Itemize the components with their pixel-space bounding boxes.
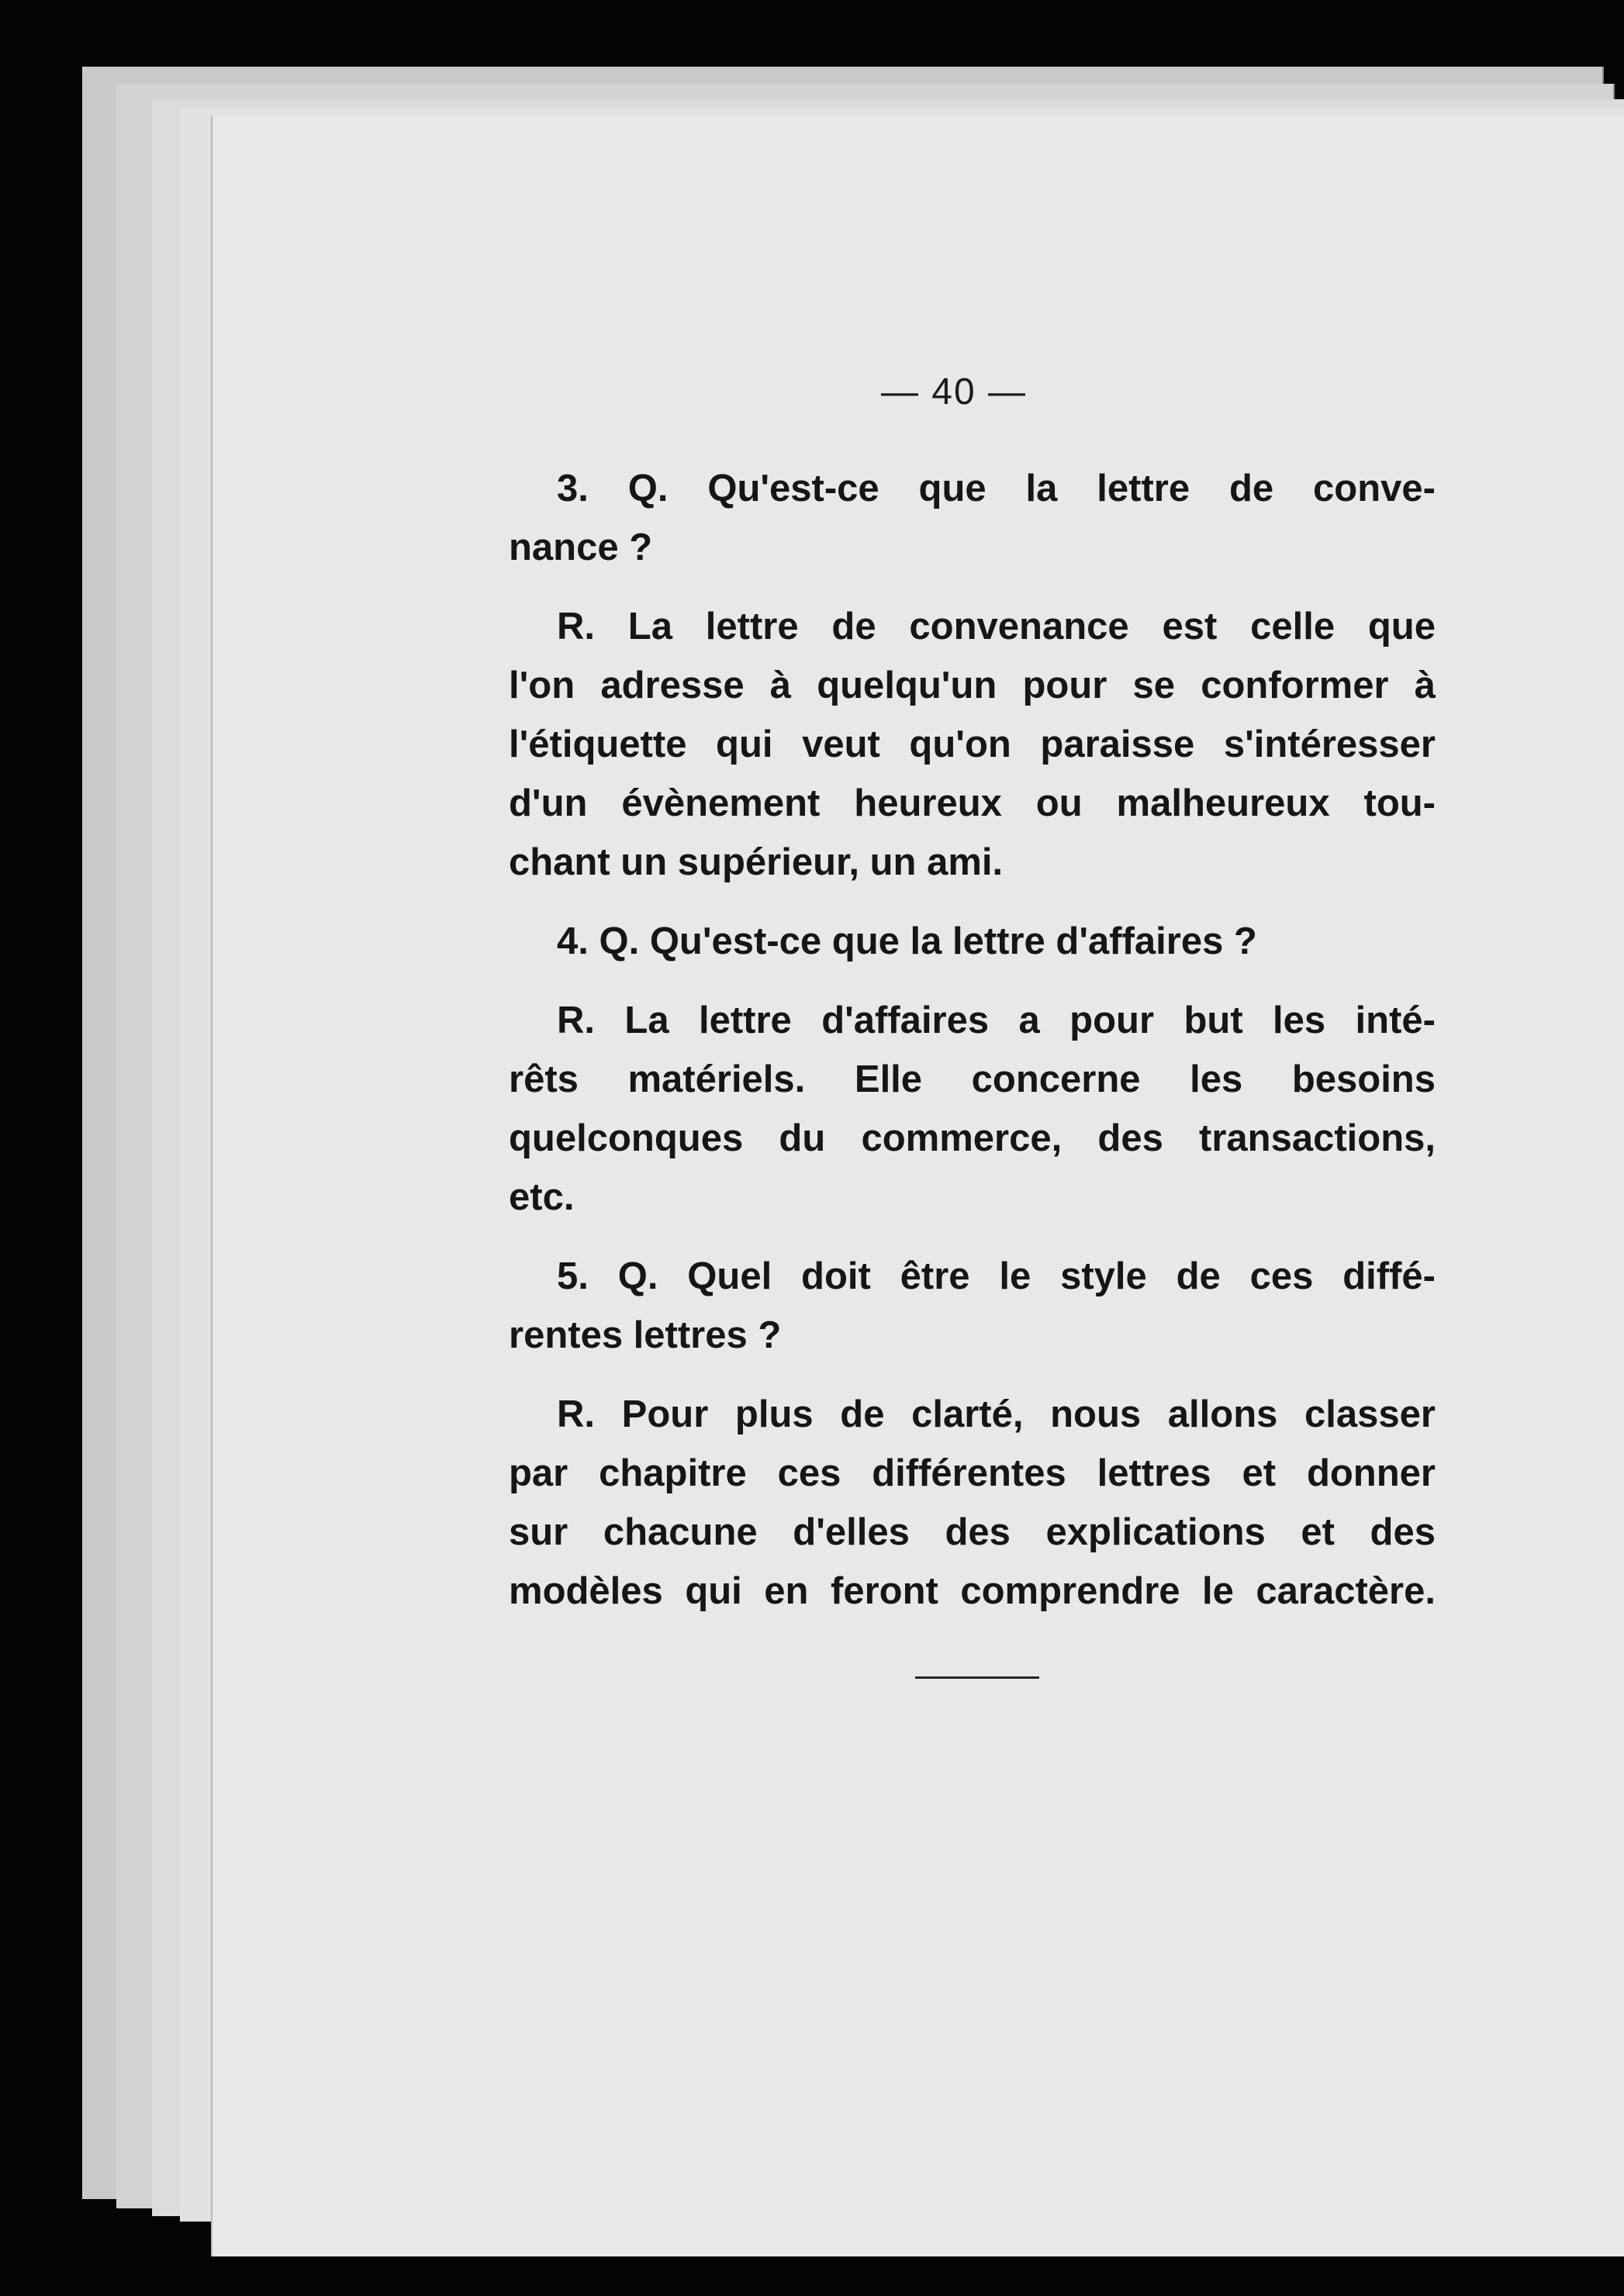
- paragraph-r3: [509, 597, 1436, 892]
- text-line: quelconques du commerce, des transactions,: [509, 1117, 1436, 1159]
- page-number: — 40 —: [880, 371, 1028, 413]
- text-line: etc.: [509, 1176, 575, 1218]
- text-line: nance ?: [509, 527, 653, 568]
- text-line: 4. Q. Qu'est-ce que la lettre d'affaires ?: [557, 920, 1257, 962]
- end-rule-divider: [915, 1676, 1039, 1679]
- text-line: rentes lettres ?: [509, 1314, 782, 1356]
- text-line: R. Pour plus de clarté, nous allons classer: [557, 1393, 1436, 1435]
- text-line: sur chacune d'elles des explications et des: [509, 1511, 1436, 1553]
- page-body: [509, 459, 1436, 1641]
- text-line: 3. Q. Qu'est-ce que la lettre de conve-: [557, 468, 1436, 509]
- text-line: d'un évènement heureux ou malheureux tou-: [509, 782, 1436, 824]
- text-line: modèles qui en feront comprendre le caractère.: [509, 1570, 1436, 1612]
- text-line: chant un supérieur, un ami.: [509, 841, 1004, 883]
- paragraph-r5: [509, 1385, 1436, 1621]
- text-line: R. La lettre de convenance est celle que: [557, 606, 1436, 647]
- text-line: R. La lettre d'affaires a pour but les inté-: [557, 1000, 1436, 1041]
- text-line: rêts matériels. Elle concerne les besoins: [509, 1058, 1436, 1100]
- text-line: par chapitre ces différentes lettres et donner: [509, 1452, 1436, 1494]
- paragraph-r4: [509, 991, 1436, 1227]
- paragraph-q5: [509, 1247, 1436, 1365]
- paragraph-q4: [509, 912, 1436, 971]
- paragraph-q3: [509, 459, 1436, 577]
- text-line: 5. Q. Quel doit être le style de ces diffé-: [557, 1255, 1436, 1297]
- text-line: l'on adresse à quelqu'un pour se conformer à: [509, 665, 1436, 706]
- text-line: l'étiquette qui veut qu'on paraisse s'intéresser: [509, 723, 1436, 765]
